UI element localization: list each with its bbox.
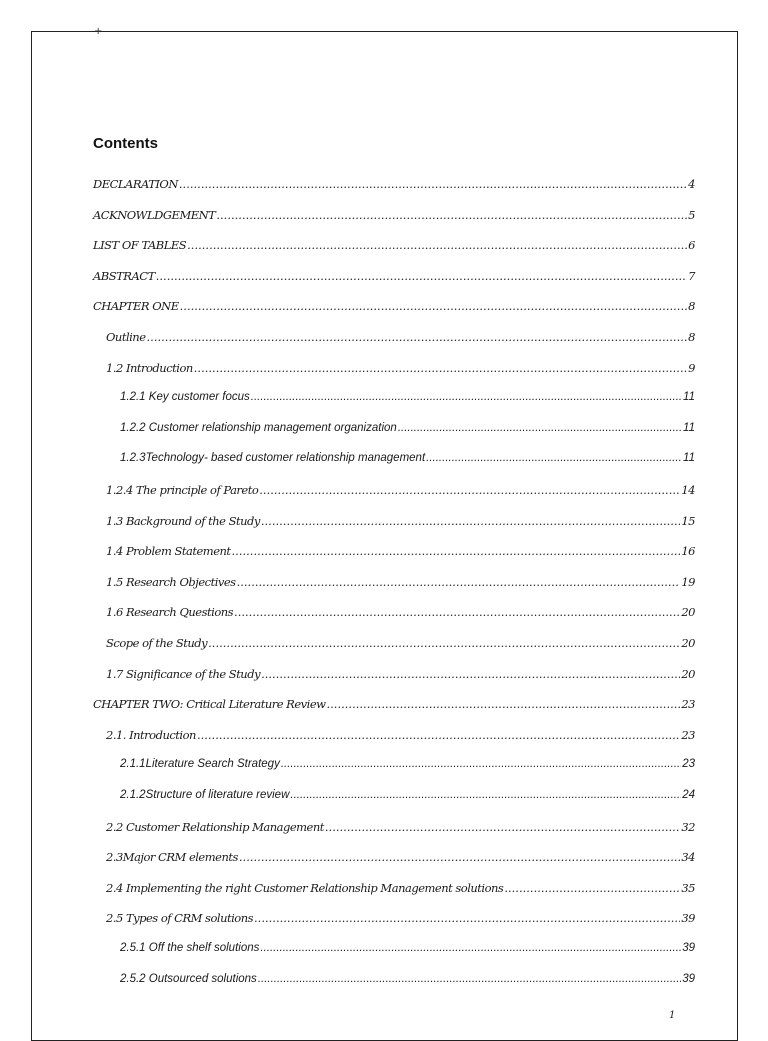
- toc-entry-label: Literature Search Strategy: [145, 758, 280, 771]
- toc-leader-dots: [259, 483, 680, 497]
- toc-leader-dots: [194, 361, 687, 375]
- toc-entry-page: 34: [681, 850, 695, 865]
- toc-entry-label: 1.7 Significance of the Study: [106, 666, 261, 681]
- toc-entry-page: 15: [681, 513, 695, 528]
- toc-entry-page: 11: [683, 421, 695, 434]
- toc-entry-label: 2.5.1 Off the shelf solutions: [120, 942, 260, 954]
- toc-entry[interactable]: [93, 177, 695, 191]
- toc-entry[interactable]: [106, 820, 695, 834]
- toc-entry-page: 7: [688, 268, 695, 283]
- toc-entry[interactable]: [106, 636, 695, 650]
- toc-entry-label: 1.2.4 The principle of Pareto: [106, 483, 259, 497]
- toc-entry-page: 5: [688, 207, 695, 222]
- toc-entry[interactable]: [93, 269, 695, 283]
- toc-entry-label: DECLARATION: [93, 177, 178, 191]
- toc-leader-dots: [504, 881, 680, 895]
- toc-entry-page: 14: [681, 483, 695, 497]
- toc-entry-label: 1.2.1 Key customer focus: [120, 391, 250, 404]
- toc-leader-dots: [261, 514, 680, 528]
- toc-leader-dots: [237, 575, 681, 589]
- toc-entry[interactable]: [106, 544, 695, 558]
- toc-entry-label: 2.5 Types of CRM solutions: [106, 911, 254, 926]
- toc-entry-label: CHAPTER ONE: [93, 299, 179, 314]
- toc-entry[interactable]: [120, 422, 695, 434]
- toc-entry[interactable]: [120, 758, 695, 770]
- toc-entry[interactable]: [106, 728, 695, 742]
- toc-entry[interactable]: [106, 514, 695, 528]
- toc-leader-dots: [239, 850, 680, 864]
- toc-entry-label: 1.2 Introduction: [106, 360, 193, 375]
- toc-entry-page: 20: [681, 605, 695, 620]
- toc-leader-dots: [234, 605, 680, 619]
- toc-leader-dots: [325, 820, 680, 834]
- toc-leader-dots: [156, 269, 687, 283]
- toc-entry-label: 1.2.3Technology- based customer relationship management: [120, 452, 426, 465]
- toc-leader-dots: [426, 452, 682, 464]
- toc-entry-page: 35: [681, 880, 695, 895]
- toc-entry-page: 39: [681, 911, 695, 926]
- toc-entry-label: ACKNOWLDGEMENT: [93, 207, 216, 222]
- toc-entry-page: 20: [681, 636, 695, 650]
- toc-leader-dots: [290, 789, 681, 801]
- toc-leader-dots: [258, 973, 681, 985]
- toc-entry-page: 23: [682, 758, 695, 771]
- toc-entry-label: 1.5 Research Objectives: [106, 574, 236, 589]
- toc-leader-dots: [216, 208, 687, 222]
- toc-leader-dots: [326, 697, 680, 711]
- toc-leader-dots: [187, 238, 687, 252]
- toc-entry-label: 2.5.2 Outsourced solutions: [120, 972, 257, 985]
- toc-entry-page: 19: [681, 574, 695, 589]
- toc-entry[interactable]: [106, 850, 695, 864]
- toc-entry-label: Outline: [106, 330, 146, 344]
- toc-entry[interactable]: [120, 942, 695, 954]
- toc-entry-label: 1.2.2 Customer relationship management organization: [120, 421, 397, 434]
- toc-entry-page: 24: [682, 789, 695, 801]
- toc-entry[interactable]: [106, 361, 695, 375]
- toc-leader-dots: [232, 544, 681, 558]
- toc-entry-page: 23: [681, 697, 695, 712]
- toc-entry[interactable]: [106, 575, 695, 589]
- contents-heading: Contents: [93, 135, 158, 152]
- toc-entry[interactable]: [120, 973, 695, 985]
- toc-entry-label: 2.1. Introduction: [106, 727, 196, 742]
- toc-entry-label: LIST OF TABLES: [93, 238, 187, 253]
- toc-leader-dots: [179, 177, 687, 191]
- toc-entry-label: ABSTRACT: [93, 268, 155, 283]
- toc-entry-page: 39: [682, 942, 695, 954]
- toc-entry[interactable]: [120, 789, 695, 801]
- toc-entry-page: 11: [683, 452, 695, 465]
- toc-leader-dots: [251, 391, 682, 403]
- toc-leader-dots: [147, 330, 688, 344]
- toc-leader-dots: [281, 758, 681, 770]
- toc-leader-dots: [254, 911, 680, 925]
- toc-entry-page: 6: [688, 238, 695, 253]
- toc-entry-page: 4: [688, 177, 695, 191]
- toc-entry[interactable]: [93, 697, 695, 711]
- toc-entry-page: 8: [688, 330, 695, 344]
- toc-entry-label: 1.4 Problem Statement: [106, 544, 231, 559]
- toc-entry-page: 8: [688, 299, 695, 314]
- toc-entry-page: 39: [682, 972, 695, 985]
- toc-leader-dots: [260, 942, 681, 954]
- toc-entry[interactable]: [93, 299, 695, 313]
- toc-entry-page: 11: [683, 391, 695, 404]
- toc-entry[interactable]: [93, 238, 695, 252]
- toc-entry[interactable]: [120, 391, 695, 403]
- toc-entry-label: 2.3Major CRM elements: [106, 850, 238, 865]
- toc-entry-label: Structure of literature review: [145, 789, 290, 801]
- toc-leader-dots: [180, 299, 688, 313]
- document-page: [31, 26, 738, 1041]
- toc-leader-dots: [261, 667, 680, 681]
- toc-entry-page: 16: [681, 544, 695, 559]
- toc-leader-dots: [398, 422, 682, 434]
- toc-entry[interactable]: [106, 667, 695, 681]
- toc-entry-label: CHAPTER TWO: Critical Literature Review: [93, 697, 326, 712]
- toc-entry-number: 2.1.2: [120, 789, 146, 801]
- toc-entry-label: 2.4 Implementing the right Customer Relationship Management solutions: [106, 880, 504, 895]
- plus-marker: +: [94, 26, 103, 37]
- toc-entry[interactable]: [106, 330, 695, 344]
- toc-entry[interactable]: [106, 483, 695, 497]
- toc-entry-label: Scope of the Study: [106, 636, 208, 650]
- toc-entry-label: 1.6 Research Questions: [106, 605, 234, 620]
- toc-entry-page: 9: [688, 360, 695, 375]
- toc-entry[interactable]: [106, 605, 695, 619]
- toc-entry-label: 2.2 Customer Relationship Management: [106, 819, 324, 834]
- toc-entry[interactable]: [106, 881, 695, 895]
- toc-entry[interactable]: [120, 452, 695, 464]
- toc-entry[interactable]: [106, 911, 695, 925]
- toc-leader-dots: [208, 636, 680, 650]
- toc-entry-page: 20: [681, 666, 695, 681]
- page-number: 1: [669, 1010, 676, 1021]
- toc-entry-label: 1.3 Background of the Study: [106, 513, 260, 528]
- toc-entry-page: 23: [681, 727, 695, 742]
- toc-entry-page: 32: [681, 819, 695, 834]
- toc-entry-number: 2.1.1: [120, 758, 146, 771]
- toc-entry[interactable]: [93, 208, 695, 222]
- toc-leader-dots: [197, 728, 680, 742]
